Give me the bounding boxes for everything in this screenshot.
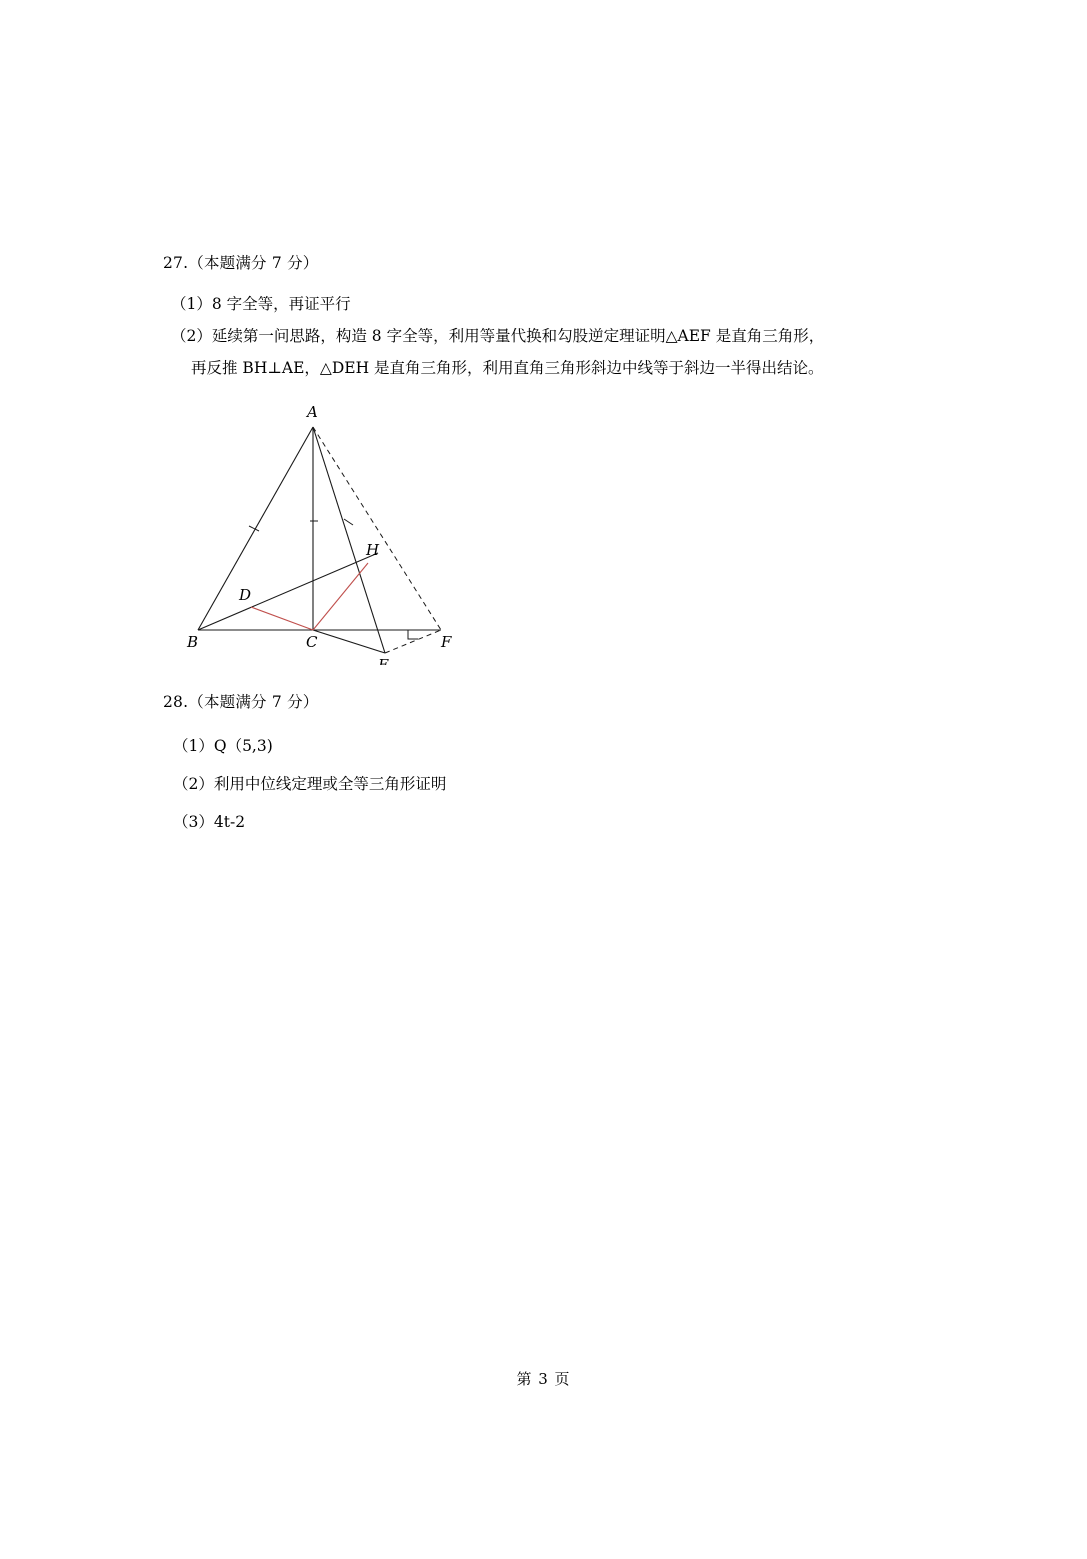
label-D: D	[239, 585, 252, 604]
question-27-line-3: 再反推 BH⊥AE，△DEH 是直角三角形，利用直角三角形斜边中线等于斜边一半得出结论。	[191, 358, 824, 377]
label-C: C	[306, 632, 318, 651]
question-28-line-2: （2）利用中位线定理或全等三角形证明	[173, 774, 447, 793]
question-28-heading: 28.（本题满分 7 分）	[163, 692, 319, 711]
question-27-line-1: （1）8 字全等，再证平行	[171, 295, 351, 314]
question-28-line-1: （1）Q（5,3)	[173, 736, 273, 755]
label-A: A	[307, 402, 318, 421]
page-footer: 第 3 页	[516, 1370, 571, 1388]
question-28-line-3: （3）4t-2	[173, 812, 246, 831]
question-27-block	[163, 252, 923, 665]
label-E: E	[378, 655, 389, 665]
label-B: B	[187, 632, 199, 651]
label-H: H	[366, 540, 380, 559]
question-27-heading: 27.（本题满分 7 分）	[163, 254, 319, 272]
geometry-figure-triangle-abc	[173, 395, 653, 665]
label-F: F	[441, 632, 452, 651]
page-content	[163, 252, 923, 842]
question-27-line-2: （2）延续第一问思路，构造 8 字全等，利用等量代换和勾股逆定理证明△AEF 是直角三角形，	[171, 327, 825, 346]
question-28-block	[163, 691, 923, 842]
